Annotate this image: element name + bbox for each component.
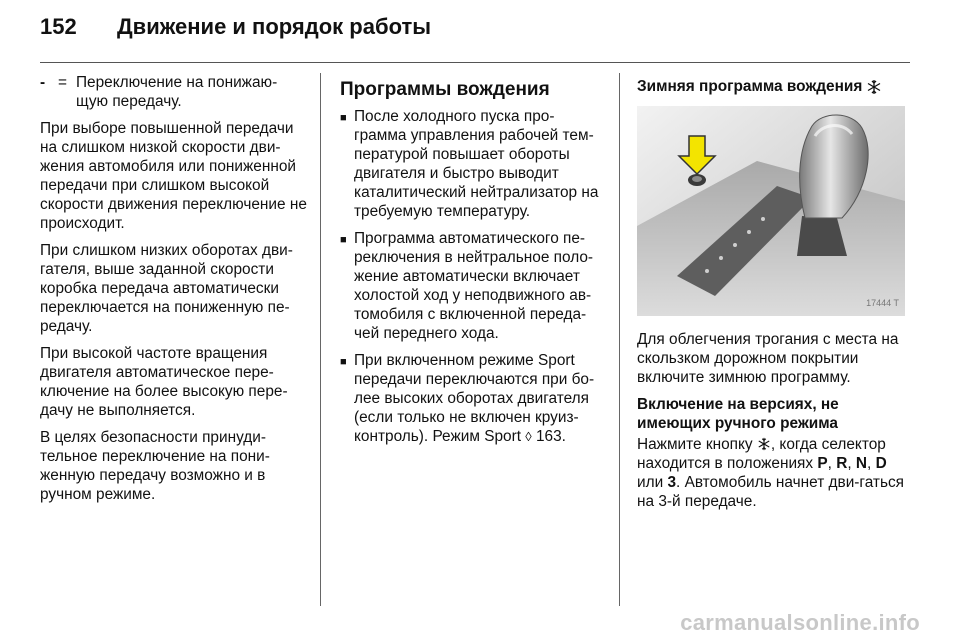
page-title: Движение и порядок работы bbox=[117, 14, 432, 39]
winter-program-heading-text: Зимняя программа вождения bbox=[637, 78, 863, 95]
figure-code: 17444 T bbox=[866, 298, 899, 308]
section-heading: Программы вождения bbox=[340, 79, 550, 100]
separator: , bbox=[847, 455, 856, 472]
column-right bbox=[637, 73, 911, 519]
column-left bbox=[40, 73, 308, 512]
snowflake-icon bbox=[866, 79, 882, 95]
header-rule bbox=[40, 62, 910, 63]
separator: , bbox=[867, 455, 876, 472]
subheading: Включение на версиях, не имеющих ручного режима bbox=[637, 396, 839, 432]
separator: , bbox=[827, 455, 837, 472]
paragraph: При слишком низких оборотах дви-гателя, выше заданной скорости коробка передача автоматически переключается на пониженную пе-редачу. bbox=[40, 242, 293, 335]
bullet-text: Программа автоматического пе-реключения в нейтральное поло-жение автоматически включает холостой ход у неподвижного ав-томобиля с включенной переда-чей переднего хода. bbox=[354, 230, 594, 342]
paragraph: В целях безопасности принуди-тельное переключение на пони-женную передачу возможно и в ручном режиме. bbox=[40, 429, 270, 503]
paragraph: При выборе повышенной передачи на слишком низкой скорости дви-жения автомобиля или пониженной передачи при слишком высокой скорости движения переключение не происходит. bbox=[40, 120, 307, 232]
gear-selector-drawing bbox=[637, 106, 905, 316]
page-number: 152 bbox=[40, 14, 77, 39]
bullet-mark: ■ bbox=[340, 356, 347, 368]
column-middle bbox=[340, 73, 606, 454]
page-reference-number[interactable]: 163. bbox=[535, 428, 566, 445]
paragraph bbox=[637, 435, 911, 511]
bullet-mark: ■ bbox=[340, 112, 347, 124]
gear-selector-illustration bbox=[637, 106, 905, 316]
text-part: , когда селектор находится в положениях bbox=[637, 436, 886, 472]
position-n: N bbox=[855, 455, 868, 472]
column-divider-2 bbox=[619, 73, 620, 606]
page-reference-icon[interactable]: ◊ bbox=[525, 429, 532, 444]
bullet-text bbox=[354, 351, 606, 446]
position-r: R bbox=[836, 455, 848, 472]
bullet-mark: ■ bbox=[340, 234, 347, 246]
winter-program-heading bbox=[637, 77, 911, 96]
bullet-item bbox=[340, 229, 606, 343]
column-divider-1 bbox=[320, 73, 321, 606]
bullet-text-part: При включенном режиме Sport передачи переключаются при бо-лее высоких оборотах двигателя (если только не включен круиз-контроль). Режим Sport bbox=[354, 352, 595, 445]
paragraph: Для облегчения трогания с места на скользком дорожном покрытии включите зимнюю программу. bbox=[637, 331, 899, 386]
bullet-text: После холодного пуска про-грамма управления рабочей тем-пературой повышает обороты двигателя и быстро выводит каталитический нейтрализатор на требуемую температуру. bbox=[354, 108, 599, 220]
text-part: . Автомобиль начнет дви-гаться на 3-й передаче. bbox=[637, 474, 905, 510]
dash-mark: - bbox=[40, 74, 46, 91]
bullet-item bbox=[340, 107, 606, 221]
dash-item bbox=[40, 73, 308, 111]
paragraph: При высокой частоте вращения двигателя автоматическое пере-ключение на более высокую пере-дачу не выполняется. bbox=[40, 345, 288, 419]
equals-mark: = bbox=[58, 74, 67, 91]
watermark: carmanualsonline.info bbox=[680, 610, 920, 635]
position-d: D bbox=[875, 455, 887, 472]
snowflake-icon bbox=[757, 437, 771, 451]
position-3: 3 bbox=[667, 474, 677, 491]
position-p: P bbox=[817, 455, 828, 472]
dash-item-text: Переключение на понижаю-щую передачу. bbox=[76, 74, 278, 110]
text-part: Нажмите кнопку bbox=[637, 436, 753, 453]
bullet-item bbox=[340, 351, 606, 446]
text-part: или bbox=[637, 474, 668, 491]
